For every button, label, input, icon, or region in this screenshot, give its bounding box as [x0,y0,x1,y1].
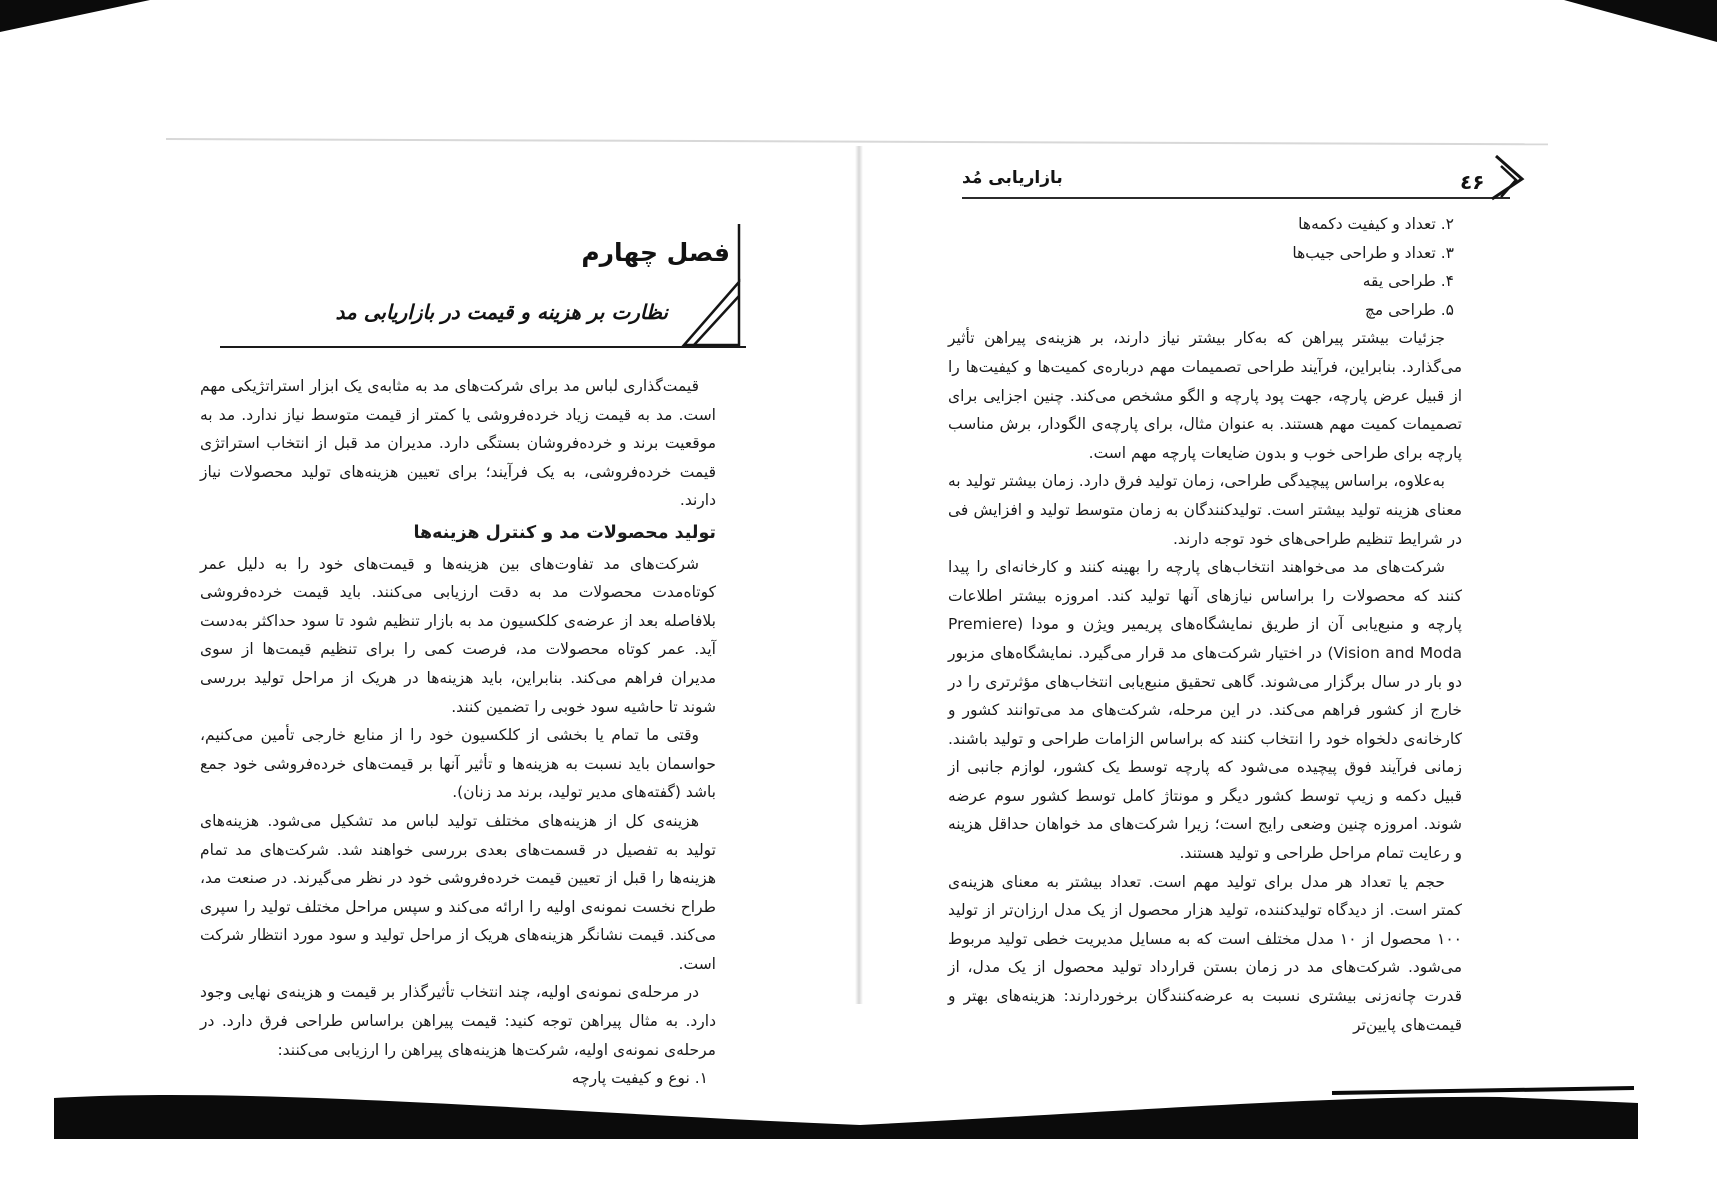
paragraph: در مرحله‌ی نمونه‌ی اولیه، چند انتخاب تأثیرگذار بر قیمت و هزینه‌ی نهایی وجود دارد. به مثال پیراهن توجه کنید: قیمت پیراهن براساس طراحی فرق دارد. در مرحله‌ی نمونه‌ی اولیه، شرکت‌ها هزینه‌های پیراهن را ارزیابی می‌کنند: [200,983,716,1059]
paragraph: قیمت‌گذاری لباس مد برای شرکت‌های مد به مثابه‌ی یک ابزار استراتژیکی مهم است. مد به قیمت زیاد خرده‌فروشی یا کمتر از قیمت متوسط نیاز ندارد. مد به موقعیت برند و خرده‌فروشان بستگی دارد. مدیران مد قبل از انتخاب استراتژی قیمت خرده‌فروشی، به یک فرآیند؛ برای تعیین هزینه‌های تولید محصولات نیاز دارند. [200,377,716,510]
chapter-label: فصل چهارم [581,238,730,267]
corner-wedge-top-right [1564,0,1717,42]
page-gutter-divider [855,146,863,1004]
list-item: ٢. تعداد و کیفیت دکمه‌ها [1298,215,1454,233]
chapter-title: نظارت بر هزینه و قیمت در بازاریابی مد [335,300,668,324]
paragraph: شرکت‌های مد تفاوت‌های بین هزینه‌ها و قیمت‌های خود را به دلیل عمر کوتاه‌مدت محصولات مد به دقت ارزیابی می‌کنند. باید قیمت خرده‌فروشی بلافاصله بعد از عرضه‌ی کلکسیون مد به بازار تنظیم شود تا سود حداکثر به‌دست آید. عمر کوتاه محصولات مد، فرصت کمی را برای تنظیم قیمت‌ها از سوی مدیران فراهم می‌کند. بنابراین، باید هزینه‌ها در هریک از مراحل تولید بررسی شوند تا حاشیه سود خوبی را تضمین کنند. [200,554,716,716]
right-page-body [948,210,1462,1039]
left-page-body [200,372,716,1093]
paragraph: شرکت‌های مد می‌خواهند انتخاب‌های پارچه را بهینه کنند و کارخانه‌ای را پیدا کنند که محصولات را براساس نیازهای آنها تولید کند. امروزه بیشتر اطلاعات پارچه و منبع‌یابی آن از طریق نمایشگاه‌های پریمیر ویژن و مودا (Premiere Vision and Moda) در اختیار شرکت‌های مد قرار می‌گیرد. نمایشگاه‌های مزبور دو بار در سال برگزار می‌شوند. گاهی تحقیق منبع‌یابی انتخاب‌های مؤثرتری را در خارج از کشور فراهم می‌کند. در این مرحله، شرکت‌های مد می‌توانند کشور و کارخانه‌ی دلخواه خود را انتخاب کنند که براساس الزامات طراحی و تولید باشند. زمانی فرآیند فوق پیچیده می‌شود که پارچه توسط یک کشور، لوازم جانبی از قبیل دکمه و زیپ توسط کشور دیگر و مونتاژ کامل توسط کشور سوم عرضه شوند. امروزه چنین وضعی رایج است؛ زیرا شرکت‌های مد خواهان حداقل هزینه و رعایت تمام مراحل طراحی و تولید هستند. [948,558,1462,863]
chapter-header [200,218,746,354]
running-head [950,158,1530,210]
double-chevron-icon [1488,152,1528,202]
paragraph: به‌علاوه، براساس پیچیدگی طراحی، زمان تولید فرق دارد. زمان بیشتر تولید به معنای هزینه تولید بیشتر است. تولیدکنندگان به زمان متوسط تولید و افزایش فی در شرایط تنظیم طراحی‌های خود توجه دارند. [948,472,1462,548]
paragraph: وقتی ما تمام یا بخشی از کلکسیون خود را از منابع خارجی تأمین می‌کنیم، حواسمان باید نسبت به هزینه‌ها و تأثیر آنها بر قیمت‌های خرده‌فروشی خود جمع باشد (گفته‌های مدیر تولید، برند مد زنان). [200,726,716,802]
paragraph: جزئیات بیشتر پیراهن که به‌کار بیشتر نیاز دارند، بر هزینه‌ی پیراهن تأثیر می‌گذارد. بنابراین، فرآیند طراحی تصمیمات مهم درباره‌ی کمیت‌ها و کیفیت‌ها را از قبیل عرض پارچه، جهت پود پارچه و الگو مشخص می‌کند. چنین اجزایی برای تصمیمات کمیت مهم هستند. به عنوان مثال، برای پارچه‌ی الگودار، برش مناسب پارچه برای طراحی خوب و بدون ضایعات پارچه مهم است. [948,329,1462,462]
list-item: ٣. تعداد و طراحی جیب‌ها [1292,243,1454,262]
chapter-rule [220,346,746,348]
paragraph: حجم یا تعداد هر مدل برای تولید مهم است. تعداد بیشتر به معنای هزینه‌ی کمتر است. از دیدگاه تولیدکننده، تولید هزار محصول از یک مدل ارزان‌تر از تولید ۱۰۰ محصول از ۱۰ مدل مختلف است که به مسایل مدیریت خطی تولید مربوط می‌شود. شرکت‌های مد در زمان بستن قرارداد تولید محصول از یک مدل، از قدرت چانه‌زنی بیشتری نسبت به عرضه‌کنندگان برخوردارند: هزینه‌های بهتر و قیمت‌های پایین‌تر [948,872,1462,1034]
section-heading: تولید محصولات مد و کنترل هزینه‌ها [413,522,716,543]
page-top-edge [166,138,1548,145]
list-item: ۴. طراحی یقه [1362,272,1454,291]
list-item: ۵. طراحی مچ [1364,300,1454,319]
list-item: ١. نوع و کیفیت پارچه [571,1069,708,1088]
running-head-title: بازاریابی مُد [962,168,1063,188]
page-number: ٤۶ [1460,170,1485,194]
running-head-rule [962,197,1510,199]
paragraph: هزینه‌ی کل از هزینه‌های مختلف تولید لباس مد تشکیل می‌شود. هزینه‌های تولید به تفصیل در قسمت‌های بعدی بررسی خواهند شد. شرکت‌های مد تمام هزینه‌ها را قبل از تعیین قیمت خرده‌فروشی خود در نظر می‌گیرند. در صنعت مد، طراح نخست نمونه‌ی اولیه را ارائه می‌کند و سپس مراحل مختلف تولید را سپری می‌کند. قیمت نشانگر هزینه‌های هریک از مراحل تولید و سود مورد انتظار شرکت است. [200,811,716,973]
corner-wedge-top-left [0,0,150,32]
